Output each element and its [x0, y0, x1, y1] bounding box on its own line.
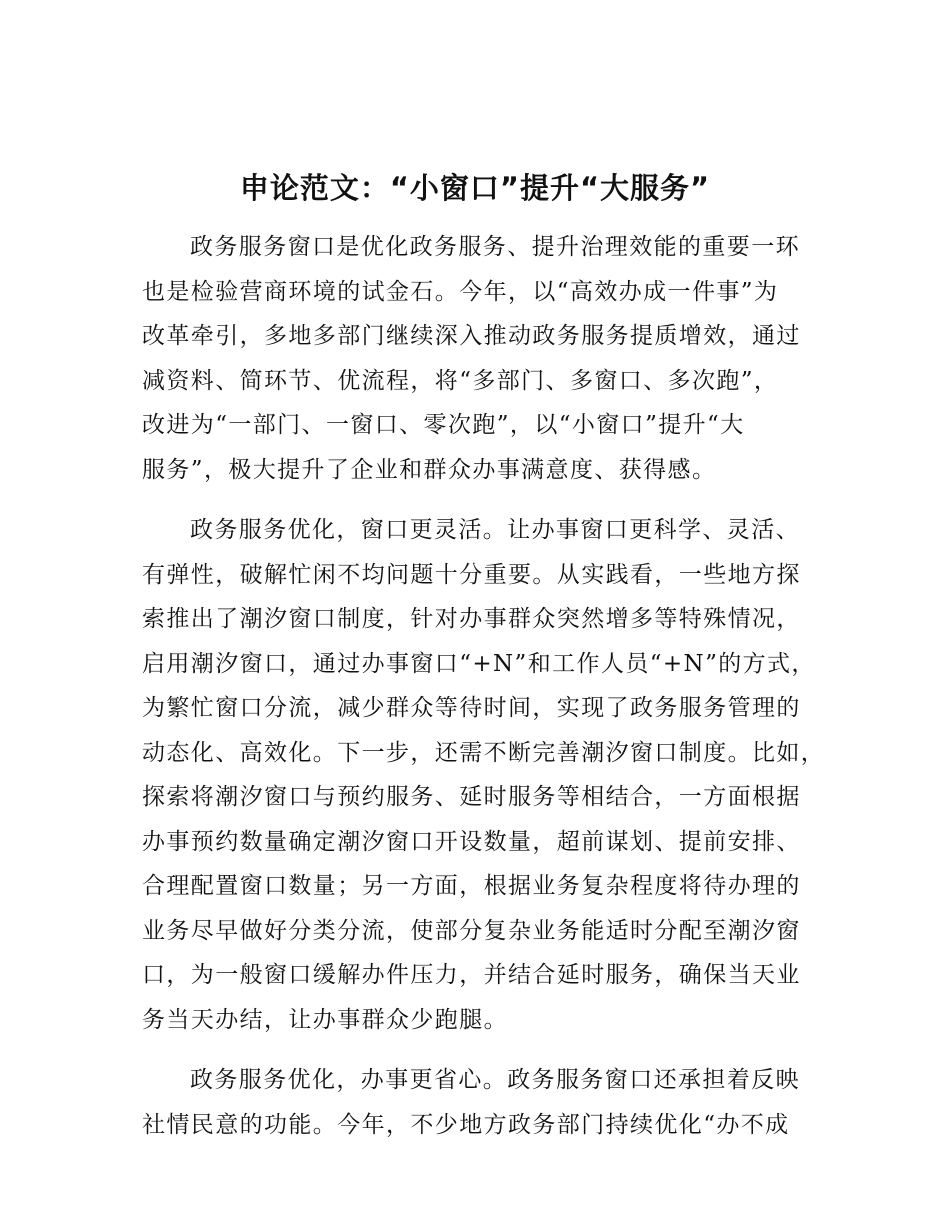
text-line: 政务服务窗口是优化政务服务、提升治理效能的重要一环: [190, 234, 800, 260]
text-line: 索推出了潮汐窗口制度，针对办事群众突然增多等特殊情况，: [142, 606, 801, 632]
text-line: 政务服务优化，窗口更灵活。让办事窗口更科学、灵活、: [190, 517, 800, 543]
text-line: 启用潮汐窗口，通过办事窗口“+N”和工作人员“+N”的方式，: [142, 650, 816, 677]
text-line: 社情民意的功能。今年，不少地方政务部门持续优化“办不成: [142, 1111, 790, 1138]
text-line: 有弹性，破解忙闲不均问题十分重要。从实践看，一些地方探: [142, 561, 801, 588]
text-line: 也是检验营商环境的试金石。今年，以“高效办成一件事”为: [142, 278, 779, 305]
text-line: 服务”，极大提升了企业和群众办事满意度、获得感。: [142, 456, 717, 483]
text-line: 业务尽早做好分类分流，使部分复杂业务能适时分配至潮汐窗: [142, 917, 801, 944]
page-title: 申论范文：“小窗口”提升“大服务”: [239, 171, 711, 205]
text-line: 办事预约数量确定潮汐窗口开设数量，超前谋划、提前安排、: [142, 828, 801, 855]
text-line: 探索将潮汐窗口与预约服务、延时服务等相结合，一方面根据: [142, 784, 801, 810]
paragraph-1: [142, 225, 822, 492]
text-line: 减资料、简环节、优流程，将“多部门、多窗口、多次跑”，: [142, 367, 779, 394]
text-line: 动态化、高效化。下一步，还需不断完善潮汐窗口制度。比如，: [142, 739, 826, 766]
paragraph-3: [142, 1058, 822, 1147]
text-line: 合理配置窗口数量；另一方面，根据业务复杂程度将待办理的: [142, 873, 801, 899]
paragraph-2: [142, 508, 826, 1042]
text-line: 改革牵引，多地多部门继续深入推动政务服务提质增效，通过: [142, 323, 801, 349]
text-line: 政务服务优化，办事更省心。政务服务窗口还承担着反映: [190, 1067, 800, 1093]
text-line: 口，为一般窗口缓解办件压力，并结合延时服务，确保当天业: [142, 962, 801, 988]
text-line: 务当天办结，让办事群众少跑腿。: [142, 1006, 508, 1033]
document-body: [142, 225, 826, 1163]
text-line: 改进为“一部门、一窗口、零次跑”，以“小窗口”提升“大: [142, 412, 745, 438]
text-line: 为繁忙窗口分流，减少群众等待时间，实现了政务服务管理的: [142, 695, 801, 721]
